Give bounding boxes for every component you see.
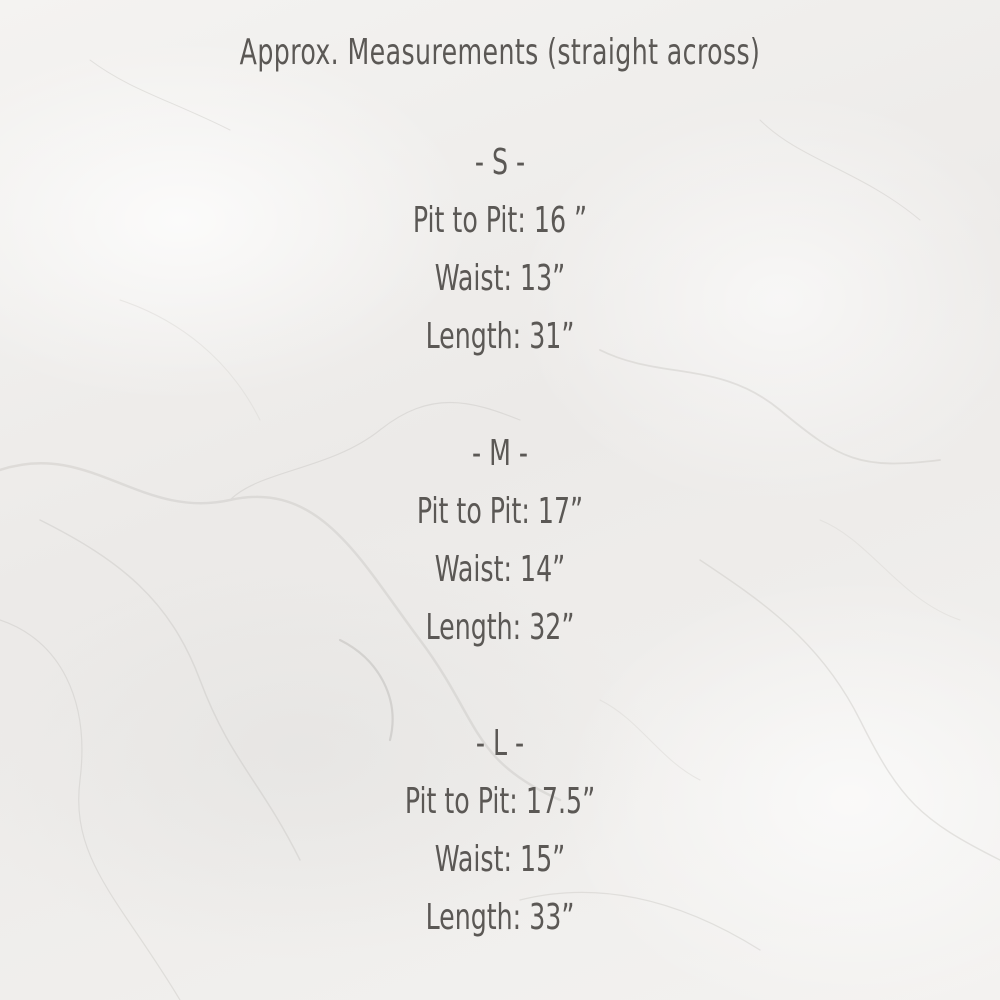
size-group-s	[0, 134, 1000, 366]
waist-value: Waist: 13”	[434, 258, 566, 299]
size-label: - L -	[475, 723, 525, 764]
length-value: Length: 33”	[425, 897, 575, 938]
size-label: - M -	[471, 433, 529, 474]
size-label: - S -	[474, 142, 526, 183]
length-value: Length: 32”	[425, 607, 575, 648]
pit-to-pit-value: Pit to Pit: 16 ”	[412, 200, 588, 241]
waist-value: Waist: 14”	[434, 549, 566, 590]
measurements-heading: Approx. Measurements (straight across)	[239, 32, 761, 73]
length-value: Length: 31”	[425, 316, 575, 357]
pit-to-pit-value: Pit to Pit: 17.5”	[404, 781, 596, 822]
pit-to-pit-value: Pit to Pit: 17”	[416, 491, 584, 532]
size-group-m	[0, 425, 1000, 657]
size-group-l	[0, 715, 1000, 947]
waist-value: Waist: 15”	[434, 839, 566, 880]
